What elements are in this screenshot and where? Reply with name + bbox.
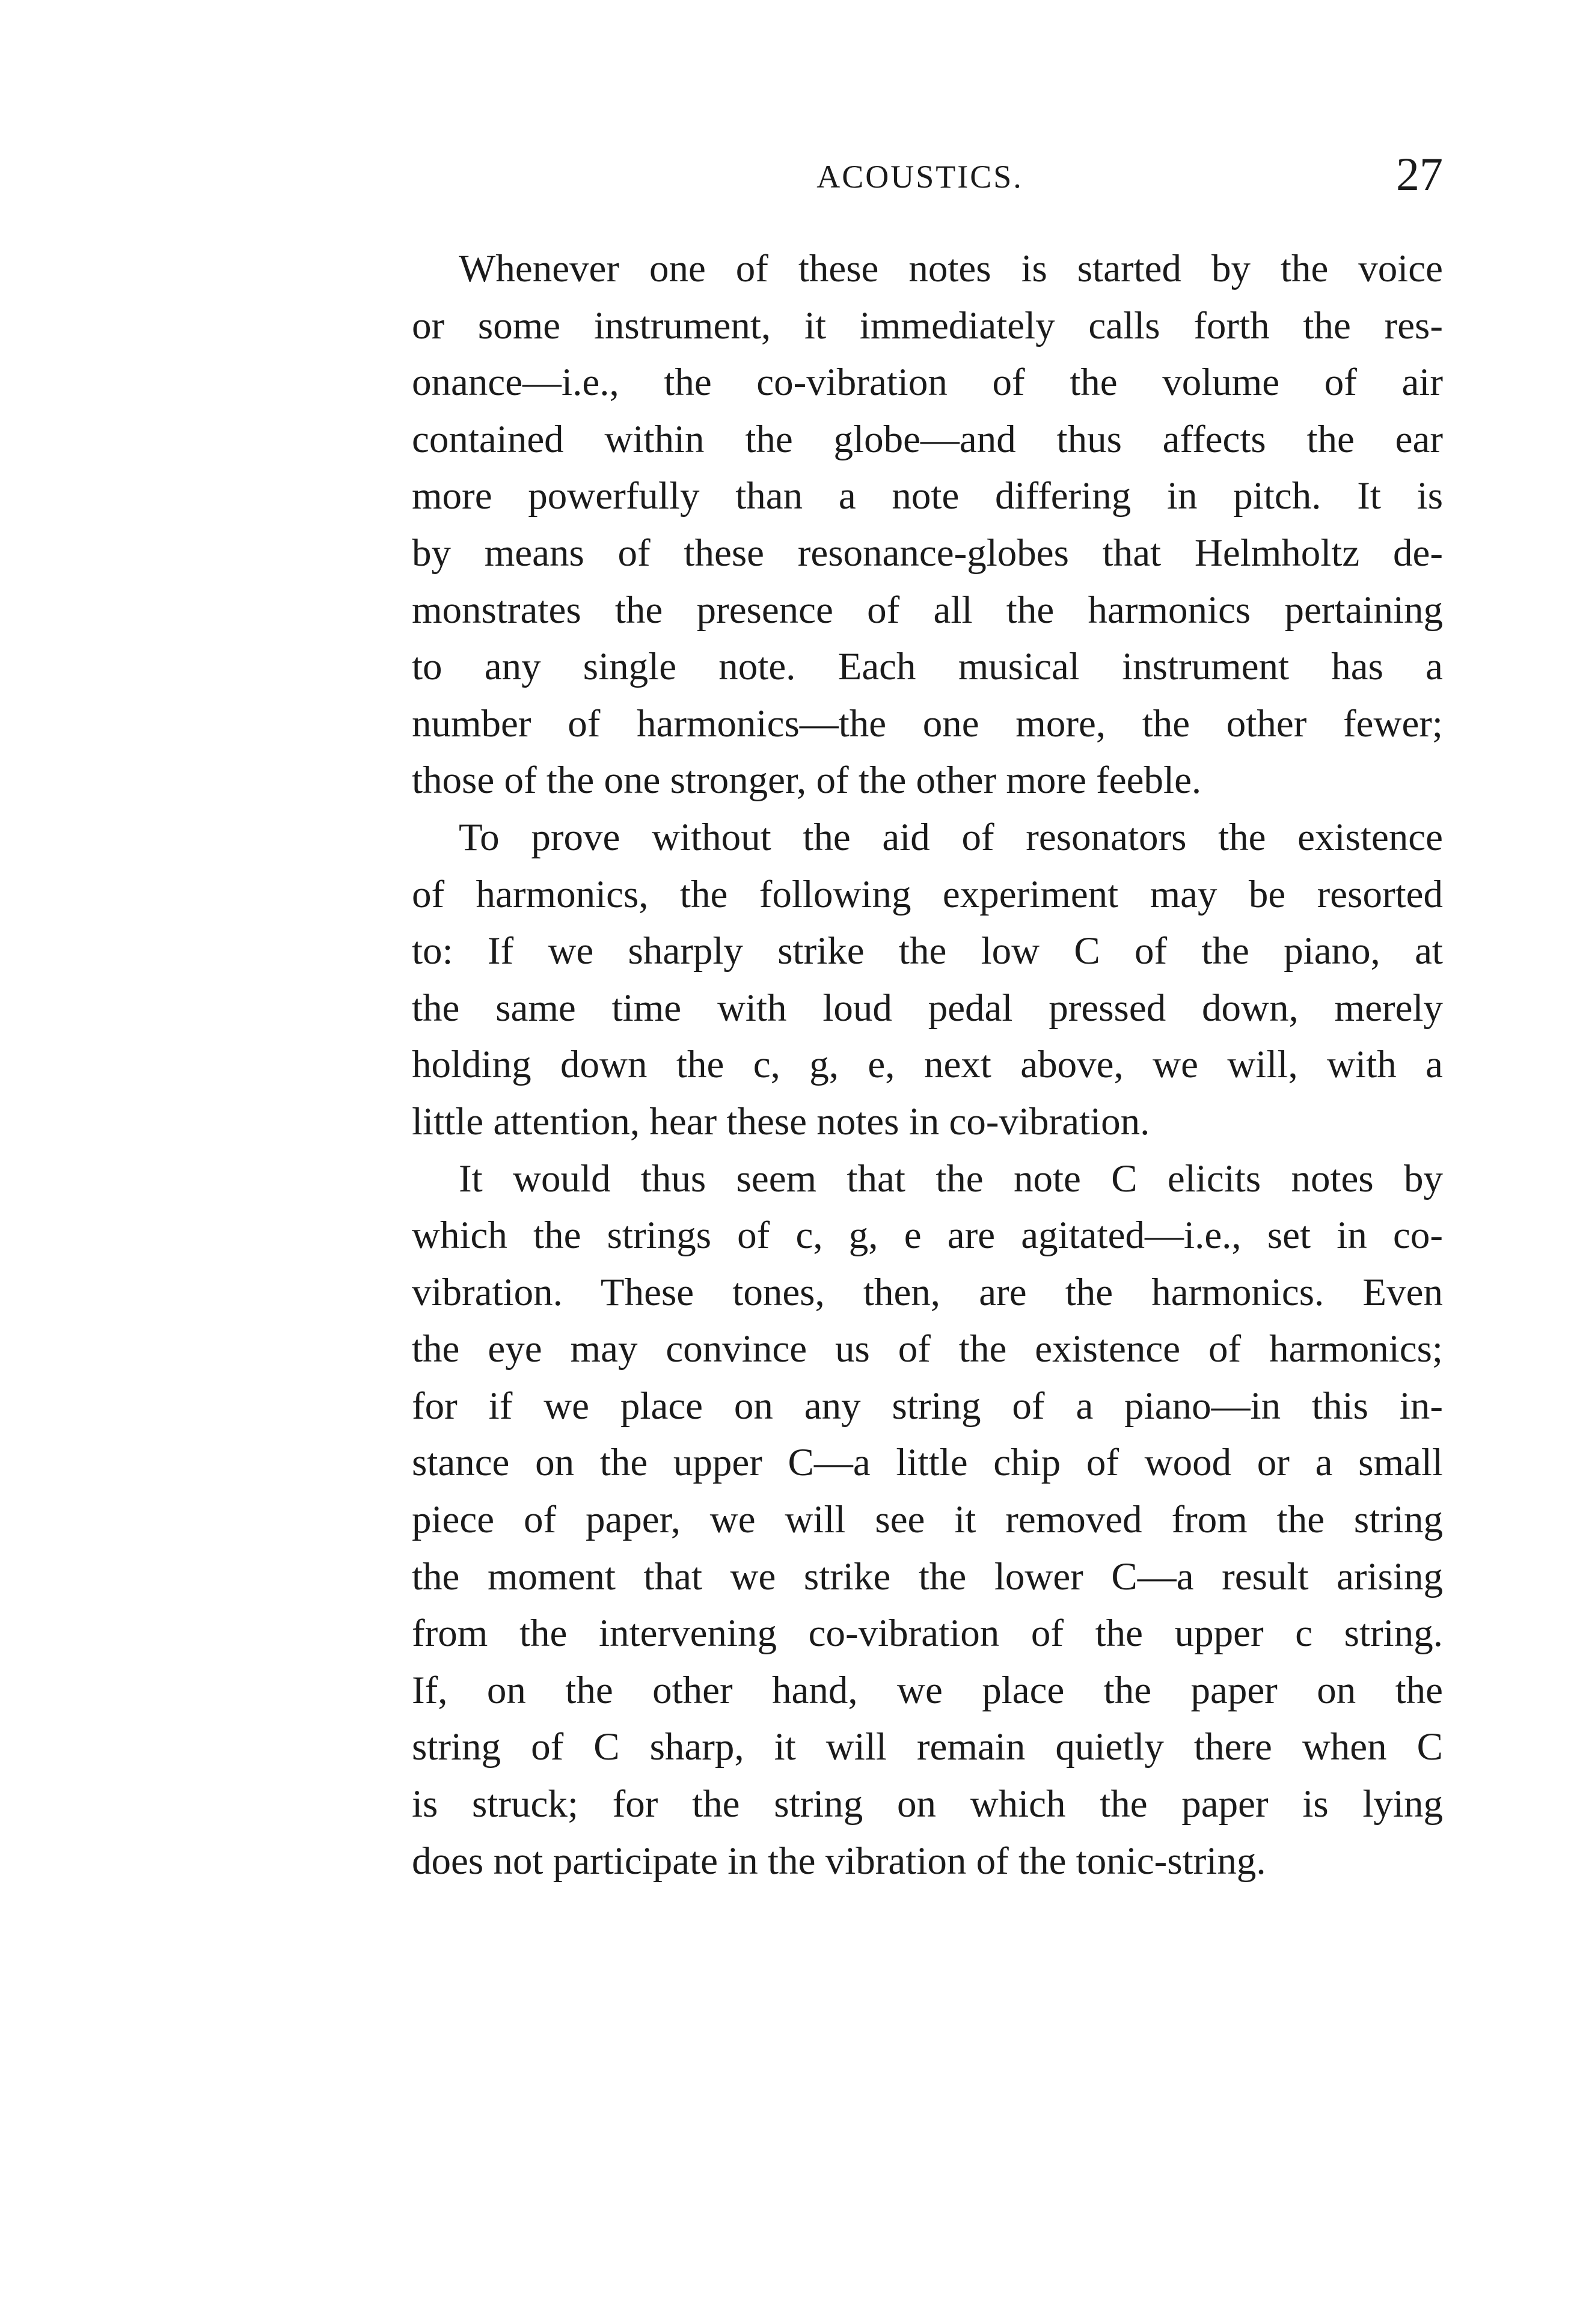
text-line: to any single note. Each musical instrument has a	[412, 645, 1443, 689]
text-line: To prove without the aid of resonators the existence	[459, 815, 1443, 859]
text-line: the moment that we strike the lower C—a result arising	[412, 1555, 1443, 1598]
page-number: 27	[1396, 148, 1443, 200]
text-line: little attention, hear these notes in co-vibration.	[412, 1099, 1150, 1143]
text-line: or some instrument, it immediately calls forth the res-	[412, 304, 1443, 347]
text-line: vibration. These tones, then, are the harmonics. Even	[412, 1270, 1443, 1314]
text-line: holding down the c, g, e, next above, we will, with a	[412, 1043, 1443, 1087]
text-line: piece of paper, we will see it removed from the string	[412, 1498, 1443, 1542]
text-line: of harmonics, the following experiment may be resorted	[412, 872, 1443, 916]
text-line: does not participate in the vibration of the tonic-string.	[412, 1839, 1266, 1883]
text-line: number of harmonics—the one more, the other fewer;	[412, 702, 1443, 745]
paragraph-2	[412, 809, 1443, 1151]
paragraph-1	[412, 240, 1443, 809]
text-line: by means of these resonance-globes that Helmholtz de-	[412, 531, 1443, 575]
text-line: to: If we sharply strike the low C of the piano, at	[412, 929, 1443, 973]
text-line: the eye may convince us of the existence of harmonics;	[412, 1327, 1443, 1371]
body-text	[412, 240, 1443, 1889]
text-line: string of C sharp, it will remain quietly there when C	[412, 1725, 1443, 1769]
text-line: the same time with loud pedal pressed down, merely	[412, 986, 1443, 1030]
paragraph-3	[412, 1151, 1443, 1890]
text-line: contained within the globe—and thus affects the ear	[412, 417, 1443, 461]
running-head	[397, 147, 1443, 201]
text-line: Whenever one of these notes is started by the voice	[459, 247, 1443, 290]
text-line: If, on the other hand, we place the paper on the	[412, 1668, 1443, 1712]
text-line: stance on the upper C—a little chip of wood or a small	[412, 1441, 1443, 1485]
text-line: those of the one stronger, of the other more feeble.	[412, 759, 1202, 803]
text-line: It would thus seem that the note C elicits notes by	[459, 1157, 1443, 1200]
text-line: from the intervening co-vibration of the upper c string.	[412, 1612, 1443, 1656]
text-line: which the strings of c, g, e are agitated—i.e., set in co-	[412, 1214, 1443, 1258]
text-line: more powerfully than a note differing in pitch. It is	[412, 474, 1443, 518]
running-title: ACOUSTICS.	[816, 159, 1023, 195]
text-line: is struck; for the string on which the paper is lying	[412, 1782, 1443, 1826]
text-line: onance—i.e., the co-vibration of the volume of air	[412, 361, 1443, 405]
text-line: for if we place on any string of a piano—in this in-	[412, 1384, 1443, 1428]
text-line: monstrates the presence of all the harmonics pertaining	[412, 588, 1443, 632]
